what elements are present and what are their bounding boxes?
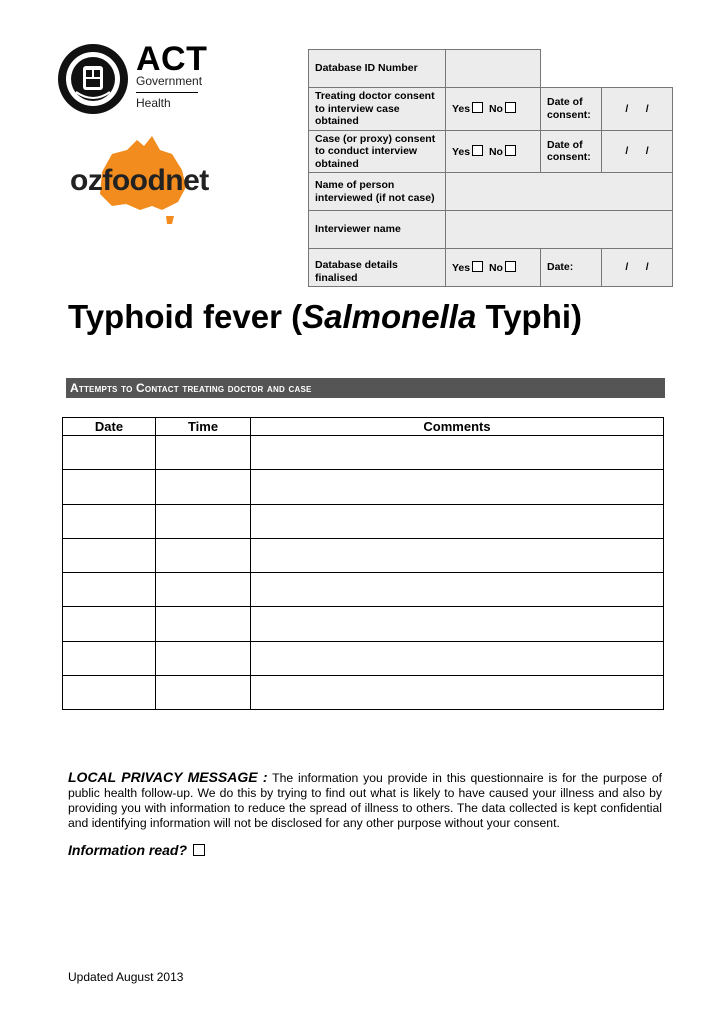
table-row <box>63 573 664 607</box>
yes-label: Yes <box>452 261 471 274</box>
section-header-bar <box>66 378 665 398</box>
comments-cell[interactable] <box>251 538 664 572</box>
date-cell[interactable] <box>63 573 156 607</box>
date-cell[interactable] <box>63 641 156 675</box>
date-cell[interactable] <box>63 538 156 572</box>
db-details-finalised-label: Database details finalised <box>309 249 446 287</box>
no-label: No <box>488 261 503 274</box>
person-interviewed-field[interactable] <box>446 173 673 211</box>
act-government-logo <box>56 42 206 118</box>
information-read-checkbox[interactable] <box>193 844 205 856</box>
checkbox-yes[interactable] <box>472 145 483 156</box>
column-header-time: Time <box>156 418 251 436</box>
comments-cell[interactable] <box>251 504 664 538</box>
date-cell[interactable] <box>63 470 156 504</box>
date-label: Date: <box>541 249 602 287</box>
db-id-label: Database ID Number <box>309 50 446 88</box>
act-logo-government: Government <box>136 74 203 88</box>
comments-cell[interactable] <box>251 641 664 675</box>
treating-doctor-yes-no <box>446 88 541 131</box>
section-title: Attempts to Contact treating doctor and case <box>70 381 312 395</box>
comments-cell[interactable] <box>251 436 664 470</box>
privacy-body: The information you provide in this questionnaire is for the purpose of public health follow-up. We do this by trying to find out what is likely to have caused your illness and also by providing you with information to reduce the spread of illness to others. The data collected is kept confidential and identifying information will not be disclosed for any other purpose without your consent. <box>68 771 662 830</box>
date-cell[interactable] <box>63 676 156 710</box>
checkbox-no[interactable] <box>505 261 516 272</box>
time-cell[interactable] <box>156 504 251 538</box>
date-cell[interactable] <box>63 504 156 538</box>
information-read <box>68 842 205 858</box>
act-crest-icon <box>56 42 130 116</box>
date-cell[interactable] <box>63 607 156 641</box>
comments-cell[interactable] <box>251 676 664 710</box>
yes-label: Yes <box>452 103 471 115</box>
case-consent-date-field[interactable]: / / <box>602 130 673 173</box>
privacy-heading: LOCAL PRIVACY MESSAGE : <box>68 769 268 785</box>
table-row <box>63 607 664 641</box>
table-row <box>63 470 664 504</box>
db-details-date-field[interactable]: / / <box>602 249 673 287</box>
title-prefix: Typhoid fever ( <box>68 298 303 335</box>
act-logo-title: ACT <box>136 40 208 78</box>
consent-date-field[interactable]: / / <box>602 88 673 131</box>
comments-cell[interactable] <box>251 607 664 641</box>
ozfoodnet-logo <box>64 132 214 232</box>
db-id-field[interactable] <box>446 50 541 88</box>
time-cell[interactable] <box>156 607 251 641</box>
checkbox-no[interactable] <box>505 145 516 156</box>
interviewer-name-field[interactable] <box>446 211 673 249</box>
time-cell[interactable] <box>156 676 251 710</box>
comments-cell[interactable] <box>251 573 664 607</box>
no-label: No <box>488 103 503 115</box>
table-row <box>63 641 664 675</box>
case-consent-label: Case (or proxy) consent to conduct interview obtained <box>309 130 446 173</box>
privacy-message <box>68 770 662 831</box>
admin-details-table <box>308 49 673 287</box>
date-cell[interactable] <box>63 436 156 470</box>
checkbox-yes[interactable] <box>472 102 483 113</box>
time-cell[interactable] <box>156 538 251 572</box>
time-cell[interactable] <box>156 436 251 470</box>
table-row <box>63 436 664 470</box>
time-cell[interactable] <box>156 470 251 504</box>
time-cell[interactable] <box>156 641 251 675</box>
checkbox-yes[interactable] <box>472 261 483 272</box>
treating-doctor-consent-label: Treating doctor consent to interview case obtained <box>309 88 446 131</box>
person-interviewed-label: Name of person interviewed (if not case) <box>309 173 446 211</box>
contact-attempts-table <box>62 417 664 710</box>
yes-label: Yes <box>452 145 471 158</box>
db-details-yes-no <box>446 249 541 287</box>
date-of-consent-label: Date of consent: <box>541 88 602 131</box>
table-row <box>63 538 664 572</box>
date-of-consent-label: Date of consent: <box>541 130 602 173</box>
title-italic: Salmonella <box>302 298 477 335</box>
information-read-label: Information read? <box>68 842 188 858</box>
ozfoodnet-logo-text: ozfoodnet <box>70 164 209 197</box>
title-suffix: Typhi) <box>476 298 583 335</box>
no-label: No <box>488 145 503 158</box>
interviewer-name-label: Interviewer name <box>309 211 446 249</box>
case-consent-yes-no <box>446 130 541 173</box>
footer-updated: Updated August 2013 <box>68 970 184 984</box>
act-logo-health: Health <box>136 96 171 110</box>
table-row <box>63 504 664 538</box>
time-cell[interactable] <box>156 573 251 607</box>
page-title <box>68 298 582 336</box>
checkbox-no[interactable] <box>505 102 516 113</box>
table-row <box>63 676 664 710</box>
act-logo-divider <box>136 92 198 93</box>
column-header-comments: Comments <box>251 418 664 436</box>
comments-cell[interactable] <box>251 470 664 504</box>
column-header-date: Date <box>63 418 156 436</box>
